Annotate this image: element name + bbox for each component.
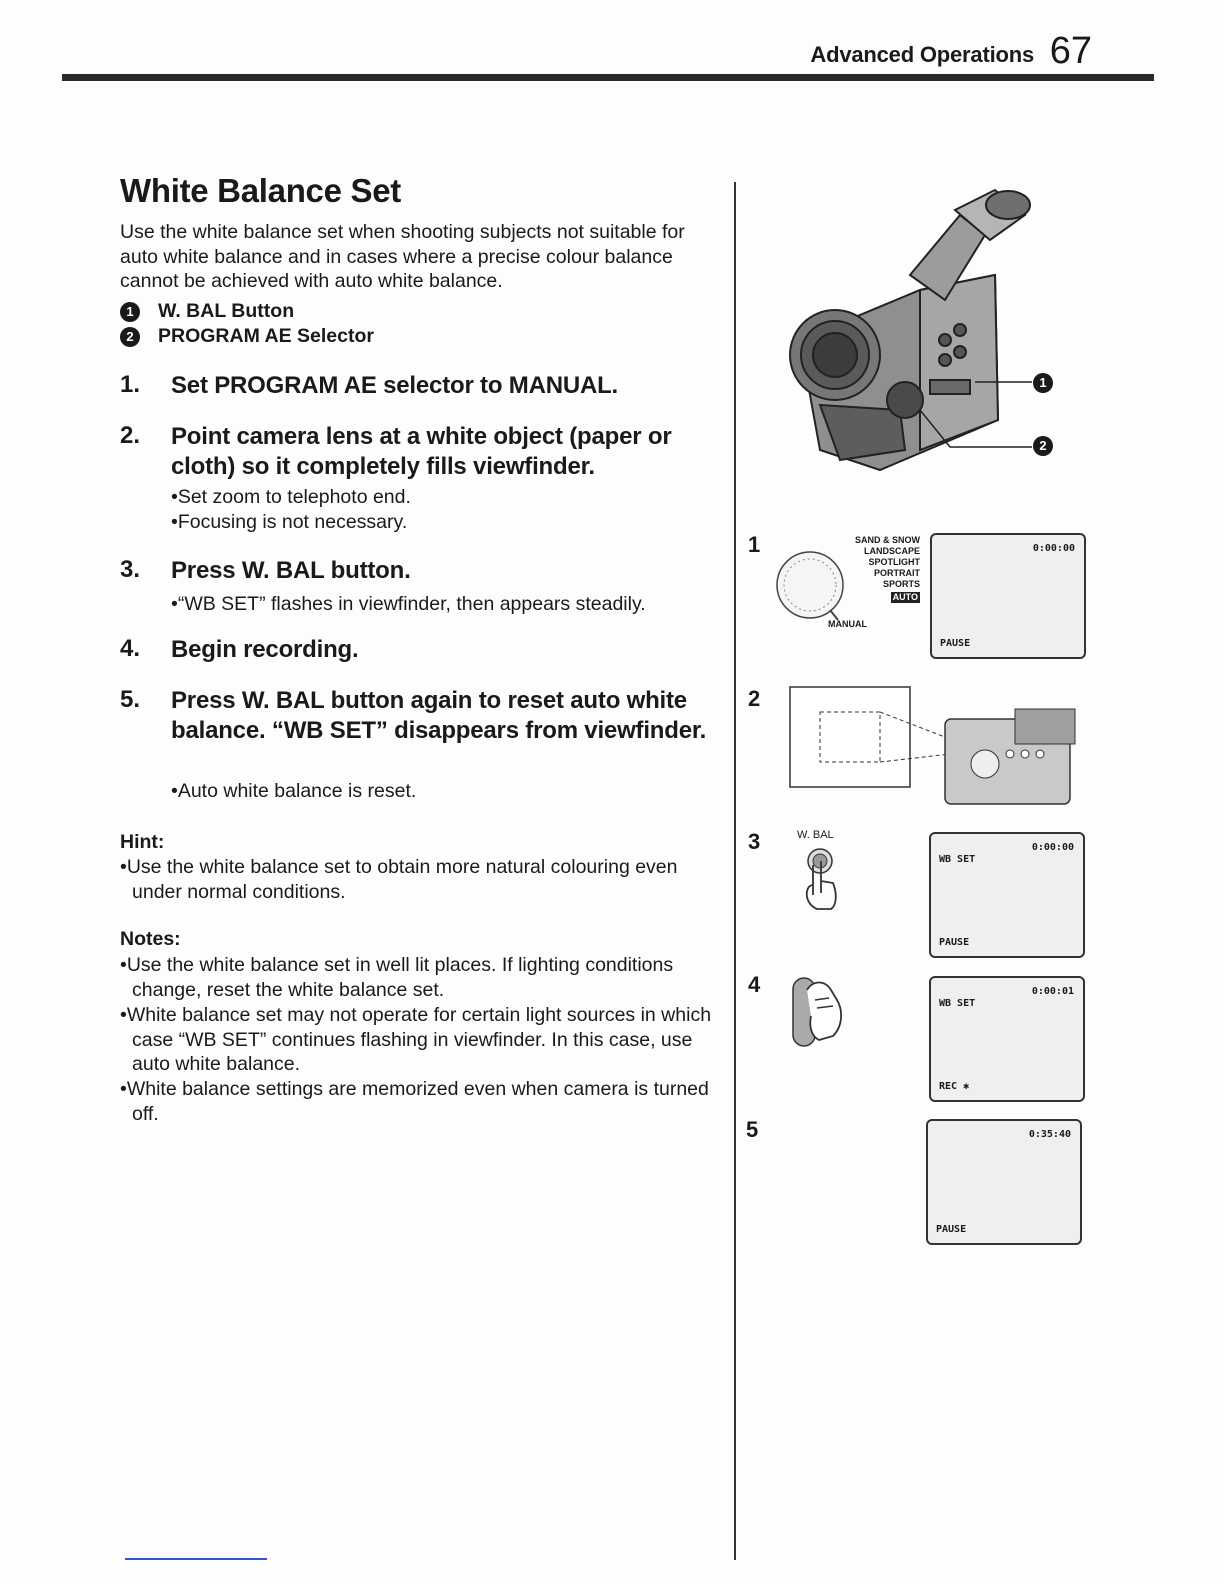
footer-rule	[125, 1558, 267, 1560]
viewfinder-screen-4: 0:00:01 WB SET REC ✱	[929, 976, 1085, 1102]
step-number: 5.	[120, 686, 141, 713]
figure-number: 1	[748, 532, 761, 557]
step-text: Point camera lens at a white object (paper or cloth) so it completely fills viewfinder.	[171, 423, 672, 480]
intro-paragraph: Use the white balance set when shooting subjects not suitable for auto white balance and in cases where a precise colour balance cannot be achieved with auto white balance.	[120, 221, 685, 292]
step-5-note: •Auto white balance is reset.	[171, 780, 417, 802]
marker-2-icon: 2	[120, 327, 140, 347]
callout-2: 2	[1033, 436, 1053, 456]
figure-number: 4	[748, 972, 761, 997]
manual-label: MANUAL	[828, 619, 867, 629]
viewfinder-screen-5: 0:35:40 PAUSE	[926, 1119, 1082, 1245]
camera-aimed-at-white-object	[785, 684, 1085, 814]
header-rule	[62, 74, 1154, 81]
step-3	[120, 556, 720, 588]
page-number: 67	[1049, 30, 1092, 72]
wbal-label: W. BAL	[797, 829, 834, 841]
marker-1-icon: 1	[120, 302, 140, 322]
figure-number: 2	[748, 686, 761, 711]
step-2-note-a: •Set zoom to telephoto end.	[171, 486, 411, 508]
camcorder-illustration	[780, 180, 1080, 480]
step-number: 3.	[120, 556, 141, 583]
viewfinder-screen-3: 0:00:00 WB SET PAUSE	[929, 832, 1085, 958]
page-heading: White Balance Set	[120, 172, 401, 209]
note-item: •Use the white balance set in well lit places. If lighting conditions change, reset the white balance set.	[120, 954, 674, 1001]
step-text: Begin recording.	[171, 636, 359, 663]
step-text: Press W. BAL button.	[171, 557, 411, 584]
finger-press-button-icon	[795, 845, 845, 915]
step-4	[120, 635, 720, 667]
hint-heading: Hint:	[120, 831, 165, 853]
figure-number: 5	[746, 1117, 759, 1142]
key-item-wbal	[120, 300, 294, 323]
key-item-program-ae	[120, 325, 374, 348]
step-5	[120, 686, 720, 778]
figure-number: 3	[748, 829, 761, 854]
dial-labels: SAND & SNOW LANDSCAPE SPOTLIGHT PORTRAIT SPORTS AUTO	[855, 535, 920, 602]
note-item: •White balance settings are memorized even when camera is turned off.	[120, 1078, 709, 1125]
section-title: Advanced Operations	[810, 42, 1034, 67]
step-text: Press W. BAL button again to reset auto white balance. “WB SET” disappears from viewfinder.	[171, 687, 707, 744]
note-item: •White balance set may not operate for certain light sources in which case “WB SET” continues flashing in viewfinder. In this case, use auto white balance.	[120, 1004, 712, 1075]
step-number: 1.	[120, 371, 141, 398]
step-2	[120, 422, 720, 484]
viewfinder-screen-1: 0:00:00 PAUSE	[930, 533, 1086, 659]
key-label: W. BAL Button	[158, 300, 295, 322]
step-text: Set PROGRAM AE selector to MANUAL.	[171, 372, 619, 399]
step-number: 4.	[120, 635, 141, 662]
step-2-note-b: •Focusing is not necessary.	[171, 511, 408, 533]
step-3-note: •“WB SET” flashes in viewfinder, then appears steadily.	[171, 593, 646, 615]
recording-hand-icon	[785, 970, 855, 1050]
key-label: PROGRAM AE Selector	[158, 325, 374, 347]
hint-item: •Use the white balance set to obtain more natural colouring even under normal conditions.	[120, 856, 678, 903]
notes-heading: Notes:	[120, 928, 181, 950]
callout-1: 1	[1033, 373, 1053, 393]
step-number: 2.	[120, 422, 141, 449]
column-divider	[734, 182, 736, 1560]
step-1	[120, 371, 720, 403]
